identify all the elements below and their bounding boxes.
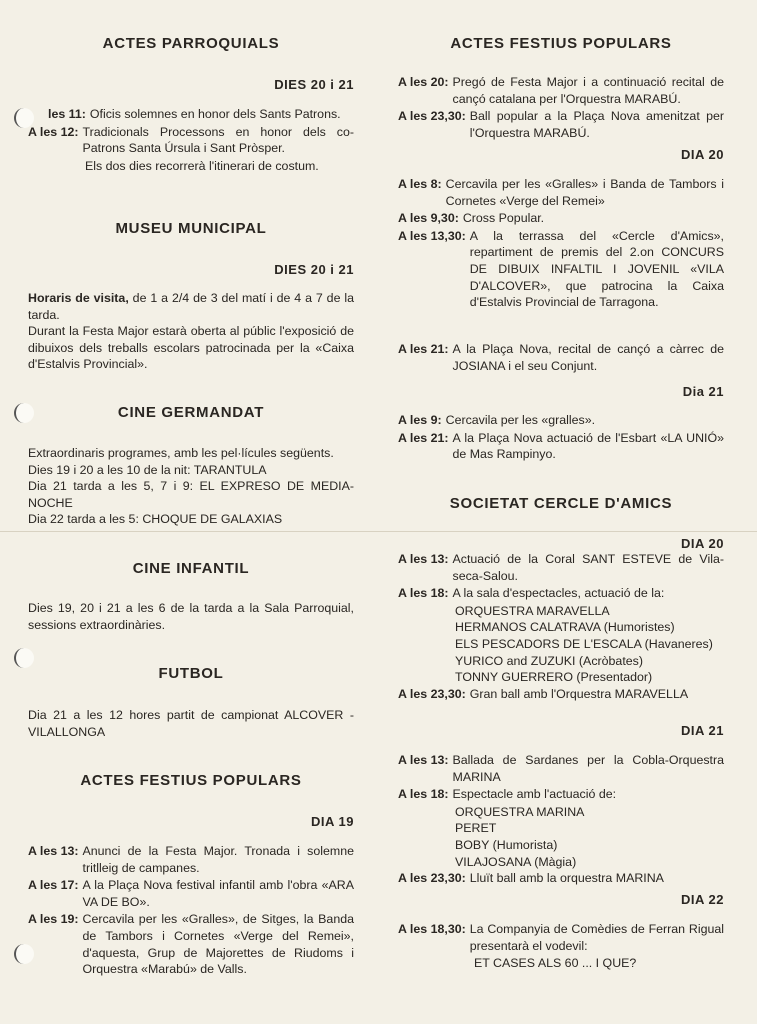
event-text: Oficis solemnes en honor dels Sants Patrons. — [89, 107, 341, 121]
event-time: A les 19: — [28, 912, 79, 927]
event-text: Espectacle amb l'actuació de: — [452, 787, 617, 802]
section-title-societat-cercle-d-amics: SOCIETAT CERCLE D'AMICS — [449, 495, 673, 512]
event-time: A les 18: — [398, 586, 449, 601]
event-item — [398, 176, 724, 209]
cine-line: Dia 21 tarda a les 5, 7 i 9: EL EXPRESO DE MEDIA-NOCHE — [28, 479, 354, 510]
event-item — [398, 786, 724, 803]
performer: VILAJOSANA (Màgia) — [455, 854, 577, 869]
days-label: DIES 20 i 21 — [274, 262, 354, 277]
cine-line: Extraordinaris programes, amb les pel·lícules següents. — [28, 446, 334, 460]
section-title-museu-municipal: MUSEU MUNICIPAL — [115, 220, 267, 237]
event-text: Ballada de Sardanes per la Cobla-Orquestra MARINA — [452, 753, 724, 784]
event-item — [28, 843, 354, 876]
event-text: A la Plaça Nova festival infantil amb l'obra «ARA VA DE BO». — [82, 878, 354, 909]
event-time: A les 9: — [398, 413, 442, 427]
infantil-paragraph: Dies 19, 20 i 21 a les 6 de la tarda a la Sala Parroquial, sessions extraordinàries. — [28, 601, 354, 632]
event-item — [398, 585, 724, 602]
event-item — [28, 124, 354, 157]
section-title-cine-germandat: CINE GERMANDAT — [117, 404, 265, 421]
days-label: DIES 20 i 21 — [274, 77, 354, 92]
performer: ORQUESTRA MARINA — [455, 804, 585, 819]
section-title-cine-infantil: CINE INFANTIL — [132, 560, 250, 577]
event-item — [398, 74, 724, 107]
visit-hours — [28, 290, 354, 323]
event-item — [398, 551, 724, 584]
event-text: La Companyia de Comèdies de Ferran Rigual presentarà el vodevil: — [469, 922, 724, 953]
event-time: A les 13: — [398, 753, 449, 767]
day21-events — [398, 412, 724, 464]
futbol-paragraph: Dia 21 a les 12 hores partit de campionat ALCOVER -VILALLONGA — [28, 708, 354, 739]
section-title-futbol: FUTBOL — [158, 665, 224, 682]
day-label: DIA 20 — [681, 147, 724, 162]
event-item — [398, 412, 724, 429]
event-time: A les 8: — [398, 177, 442, 191]
parroquials-events — [28, 106, 354, 174]
event-item — [398, 341, 724, 374]
exhibition-text: Durant la Festa Major estarà oberta al públic l'exposició de dibuixos dels treballs escolars patrocinada per la «Caixa d'Estalvis Provincial». — [28, 324, 354, 372]
cine-line: Dia 22 tarda a les 5: CHOQUE DE GALAXIAS — [28, 512, 283, 527]
performer: TONNY GUERRERO (Presentador) — [455, 670, 653, 685]
section-title-actes-festius-populars: ACTES FESTIUS POPULARS — [80, 772, 302, 789]
event-text: A la terrassa del «Cercle d'Amics», repartiment de premis del 2.on CONCURS DE DIBUIX INFALTIL I JOVENIL «VILA D'ALCOVER», que patrocina la Caixa d'Estalvis Provincial de Tarragona. — [469, 228, 724, 310]
event-item — [398, 686, 724, 703]
event-item — [28, 877, 354, 910]
event-time: A les 23,30: — [398, 109, 466, 124]
performer: YURICO and ZUZUKI (Acròbates) — [455, 653, 643, 668]
event-item — [28, 106, 354, 123]
event-text: A la Plaça Nova, recital de cançó a càrrec de JOSIANA i el seu Conjunt. — [452, 342, 724, 373]
page-fold-line — [0, 531, 757, 532]
performer: BOBY (Humorista) — [455, 837, 558, 852]
event-time: A les 13: — [28, 844, 79, 858]
event-time: A les 12: — [28, 124, 79, 139]
event-item — [398, 921, 724, 954]
event-time: A les 13: — [398, 552, 449, 566]
event-time: A les 21: — [398, 342, 449, 356]
section-title-actes-parroquials: ACTES PARROQUIALS — [102, 35, 280, 52]
futbol-text — [28, 707, 354, 740]
event-text: A la sala d'espectacles, actuació de la: — [452, 586, 665, 601]
event-item — [398, 430, 724, 463]
event-note: Els dos dies recorrerà l'itinerari de costum. — [85, 158, 319, 173]
cercle-day20 — [398, 551, 724, 703]
event-time: A les 23,30: — [398, 686, 466, 701]
event-text: A la Plaça Nova actuació de l'Esbart «LA UNIÓ» de Mas Rampinyo. — [452, 430, 724, 462]
event-text: Lluït ball amb la orquestra MARINA — [469, 871, 664, 886]
performer: ELS PESCADORS DE L'ESCALA (Havaneres) — [455, 636, 713, 651]
event-time: A les 23,30: — [398, 871, 466, 886]
event-time: A les 21: — [398, 430, 449, 445]
day-label: Dia 21 — [682, 384, 724, 399]
day-label: DIA 19 — [311, 814, 354, 829]
event-item — [398, 752, 724, 785]
visit-hours-label: Horaris de visita, — [28, 291, 129, 305]
section-title-actes-festius-populars: ACTES FESTIUS POPULARS — [450, 35, 672, 52]
day20-evening-events — [398, 341, 724, 375]
event-time: A les 17: — [28, 878, 79, 893]
event-time: les 11: — [48, 107, 86, 121]
event-item — [398, 210, 724, 227]
event-time: A les 20: — [398, 75, 449, 89]
cercle-day22 — [398, 921, 724, 972]
day-label: DIA 20 — [681, 536, 724, 551]
populars-opening-events — [398, 74, 724, 142]
day20-events — [398, 176, 724, 312]
event-time: A les 18,30: — [398, 922, 466, 936]
event-text: Cercavila per les «Gralles», de Sitges, la Banda de Tambors i Cornetes «Verge del Remei», d'aquesta, Grup de Majorettes de Riudoms i Orquestra «Marabú» de Valls. — [82, 912, 354, 977]
event-text: Cross Popular. — [462, 211, 545, 226]
play-title: ET CASES ALS 60 ... I QUE? — [474, 956, 637, 971]
cine-line: Dies 19 i 20 a les 10 de la nit: TARANTULA — [28, 462, 267, 477]
event-time: A les 18: — [398, 787, 449, 802]
day-label: DIA 21 — [681, 723, 724, 738]
event-item — [398, 870, 724, 887]
day-label: DIA 22 — [681, 892, 724, 907]
performer: HERMANOS CALATRAVA (Humoristes) — [455, 620, 675, 635]
event-text: Cercavila per les «gralles». — [445, 413, 596, 427]
event-text: Pregó de Festa Major i a continuació recital de cançó catalana per l'Orquestra MARABÚ. — [452, 75, 724, 106]
populars-events — [28, 843, 354, 979]
event-text: Anunci de la Festa Major. Tronada i solemne tritlleig de campanes. — [82, 844, 354, 875]
museu-text — [28, 290, 354, 373]
event-text: Gran ball amb l'Orquestra MARAVELLA — [469, 686, 689, 701]
visit-hours-text: de 1 a 2/4 de 3 del matí i de 4 a 7 de la tarda. — [28, 291, 355, 322]
event-text: Actuació de la Coral SANT ESTEVE de Vila-seca-Salou. — [452, 552, 724, 583]
event-item — [398, 228, 724, 311]
event-item — [398, 108, 724, 141]
cercle-day21 — [398, 752, 724, 888]
binder-hole — [14, 648, 34, 668]
performer: PERET — [455, 821, 497, 836]
event-time: A les 13,30: — [398, 228, 466, 243]
cine-text — [28, 445, 354, 528]
event-time: A les 9,30: — [398, 211, 459, 226]
event-item — [28, 911, 354, 977]
event-text: Cercavila per les «Gralles» i Banda de Tambors i Cornetes «Verge del Remei» — [445, 177, 724, 208]
event-text: Ball popular a la Plaça Nova amenitzat per l'Orquestra MARABÚ. — [469, 109, 724, 140]
infantil-text — [28, 600, 354, 633]
event-text: Tradicionals Processons en honor dels co-Patrons Santa Úrsula i Sant Pròsper. — [82, 124, 354, 156]
performer: ORQUESTRA MARAVELLA — [455, 603, 610, 618]
